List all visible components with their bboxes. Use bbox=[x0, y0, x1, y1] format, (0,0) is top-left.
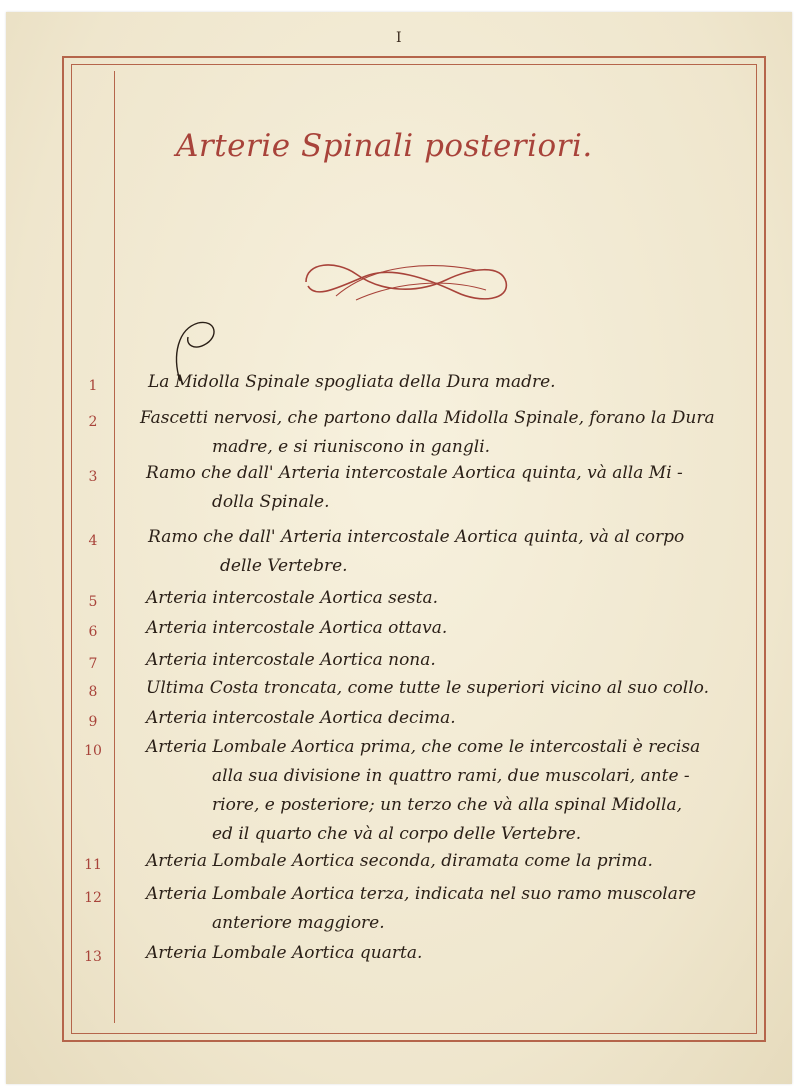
page-number: I bbox=[396, 30, 402, 46]
entry-text-line: Fascetti nervosi, che partono dalla Midolla Spinale, forano la Dura bbox=[140, 408, 715, 428]
entry-number: 6 bbox=[88, 624, 98, 640]
entry-text-line: madre, e si riuniscono in gangli. bbox=[212, 437, 491, 457]
entry-text-line: alla sua divisione in quattro rami, due muscolari, ante - bbox=[212, 766, 690, 786]
entry-text-line: delle Vertebre. bbox=[220, 556, 348, 576]
margin-rule bbox=[114, 71, 115, 1023]
entry-number: 9 bbox=[88, 714, 98, 730]
page-title: Arterie Spinali posteriori. bbox=[176, 128, 593, 164]
calligraphic-flourish bbox=[296, 252, 516, 312]
entry-text-line: Arteria Lombale Aortica quarta. bbox=[146, 943, 423, 963]
entry-number: 4 bbox=[88, 533, 98, 549]
entry-number: 12 bbox=[84, 890, 102, 906]
entry-text-line: anteriore maggiore. bbox=[212, 913, 385, 933]
entry-number: 5 bbox=[88, 594, 98, 610]
entry-text-line: Arteria Lombale Aortica prima, che come le intercostali è recisa bbox=[146, 737, 701, 757]
entry-number: 11 bbox=[84, 857, 102, 873]
entry-number: 2 bbox=[88, 414, 98, 430]
entry-number: 7 bbox=[88, 656, 98, 672]
entry-number: 3 bbox=[88, 469, 98, 485]
entry-text-line: Arteria Lombale Aortica seconda, diramata come la prima. bbox=[146, 851, 653, 871]
entry-text-line: riore, e posteriore; un terzo che và alla spinal Midolla, bbox=[212, 795, 682, 815]
entry-text-line: Arteria intercostale Aortica sesta. bbox=[146, 588, 438, 608]
entry-text-line: Arteria intercostale Aortica decima. bbox=[146, 708, 456, 728]
entry-text-line: Ultima Costa troncata, come tutte le superiori vicino al suo collo. bbox=[146, 678, 709, 698]
entry-number: 10 bbox=[84, 743, 102, 759]
entry-text-line: Arteria intercostale Aortica nona. bbox=[146, 650, 436, 670]
entry-text-line: Arteria Lombale Aortica terza, indicata nel suo ramo muscolare bbox=[146, 884, 697, 904]
entry-number: 8 bbox=[88, 684, 98, 700]
entry-text-line: La Midolla Spinale spogliata della Dura madre. bbox=[148, 372, 556, 392]
entry-text-line: dolla Spinale. bbox=[212, 492, 330, 512]
entry-text-line: ed il quarto che và al corpo delle Vertebre. bbox=[212, 824, 582, 844]
entry-number: 1 bbox=[88, 378, 98, 394]
entry-number: 13 bbox=[84, 949, 102, 965]
entry-text-line: Ramo che dall' Arteria intercostale Aortica quinta, và alla Mi - bbox=[146, 463, 683, 483]
entry-text-line: Ramo che dall' Arteria intercostale Aortica quinta, và al corpo bbox=[148, 527, 685, 547]
entry-text-line: Arteria intercostale Aortica ottava. bbox=[146, 618, 448, 638]
